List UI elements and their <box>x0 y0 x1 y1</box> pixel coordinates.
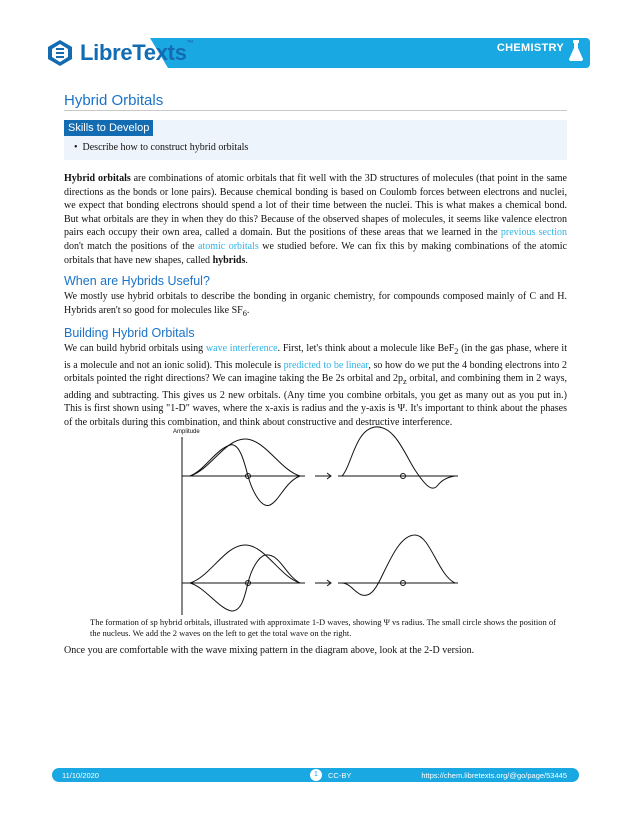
atomic-orbitals-link[interactable]: atomic orbitals <box>198 240 259 252</box>
previous-section-link[interactable]: previous section <box>500 227 567 239</box>
building-heading: Building Hybrid Orbitals <box>64 326 195 340</box>
useful-heading: When are Hybrids Useful? <box>64 274 210 288</box>
axis-label: Amplitude <box>173 429 200 435</box>
footer-date: 11/10/2020 <box>62 771 99 780</box>
title-divider <box>64 110 567 111</box>
skills-item: • Describe how to construct hybrid orbitals <box>74 142 249 153</box>
useful-paragraph: We mostly use hybrid orbitals to describe the bonding in organic chemistry, for compounds composed mainly of C and H. Hybrids aren't so good for molecules like $SF_6$. <box>64 291 567 318</box>
flask-icon <box>568 40 584 62</box>
license-label: CC-BY <box>328 771 352 780</box>
page-url-link[interactable]: https://chem.libretexts.org/@go/page/53445 <box>421 771 567 780</box>
building-paragraph: We can build hybrid orbitals using wave interference. First, let's think about a molecule like BeF$_2$ (in the gas phase, where it is a molecule and not an ionic solid). This molecule is predicted to be linear, so how do we put the 4 bonding electrons into 2 orbitals pointed the right directions? We can imagine taking the Be 2s orbital and $2p_z$ orbital, and combining them in 2 ways, adding and subtracting. This gives us 2 new orbitals. (Any time you combine orbitals, you get as many out as you put in.) This is first shown using "1-D" waves, where the x-axis is radius and the y-axis is Ψ. It's important to think about the phases of the orbitals during this combination, and think about constructive and destructive interference. <box>64 343 568 428</box>
wave-diagram <box>170 425 460 615</box>
wave-s-top <box>190 439 300 476</box>
page-footer <box>52 768 579 782</box>
libretexts-logo-icon <box>46 39 74 67</box>
wave-s-bottom <box>190 545 300 583</box>
wave-sum-top <box>342 427 455 488</box>
section-label: CHEMISTRY <box>496 42 564 54</box>
closing-paragraph: Once you are comfortable with the wave mixing pattern in the diagram above, look at the 2-D version. <box>64 645 475 656</box>
skills-box <box>64 120 567 160</box>
page-number: 1 <box>310 769 322 781</box>
wave-sum-bottom <box>342 535 455 595</box>
libretexts-logo[interactable] <box>46 37 193 69</box>
intro-paragraph: Hybrid orbitals are combinations of atomic orbitals that fit well with the 3D structures of molecules (that point in the same directions as the bonds or lone pairs). Because chemical bonding is based on Coulomb forces between electrons and nuclei, we expect that bonding electrons should spend a lot of their time between the nuclei. This is what makes a chemical bond. But what orbitals are they in when they do this? Because of the observed shapes of molecules, it seems like valence electron pairs each occupy their own area, called a domain. But the positions of these areas that we learned in the previous section don't match the positions of the atomic orbitals we studied before. We can fix this by making combinations of the atomic orbitals that have new shapes, called hybrids. <box>64 173 567 266</box>
predicted-linear-link[interactable]: predicted to be linear <box>283 359 369 371</box>
wave-p-top <box>190 445 300 506</box>
wave-interference-link[interactable]: wave interference <box>205 343 278 354</box>
page-title: Hybrid Orbitals <box>64 92 164 109</box>
skills-tab: Skills to Develop <box>64 120 153 136</box>
logo-text: LibreTexts™ <box>80 40 194 65</box>
figure-caption: The formation of sp hybrid orbitals, illustrated with approximate 1-D waves, showing Ψ vs radius. The small circle shows the position of the nucleus. We add the 2 waves on the left to get the total wave on the right. <box>90 617 556 638</box>
site-header <box>40 35 590 71</box>
